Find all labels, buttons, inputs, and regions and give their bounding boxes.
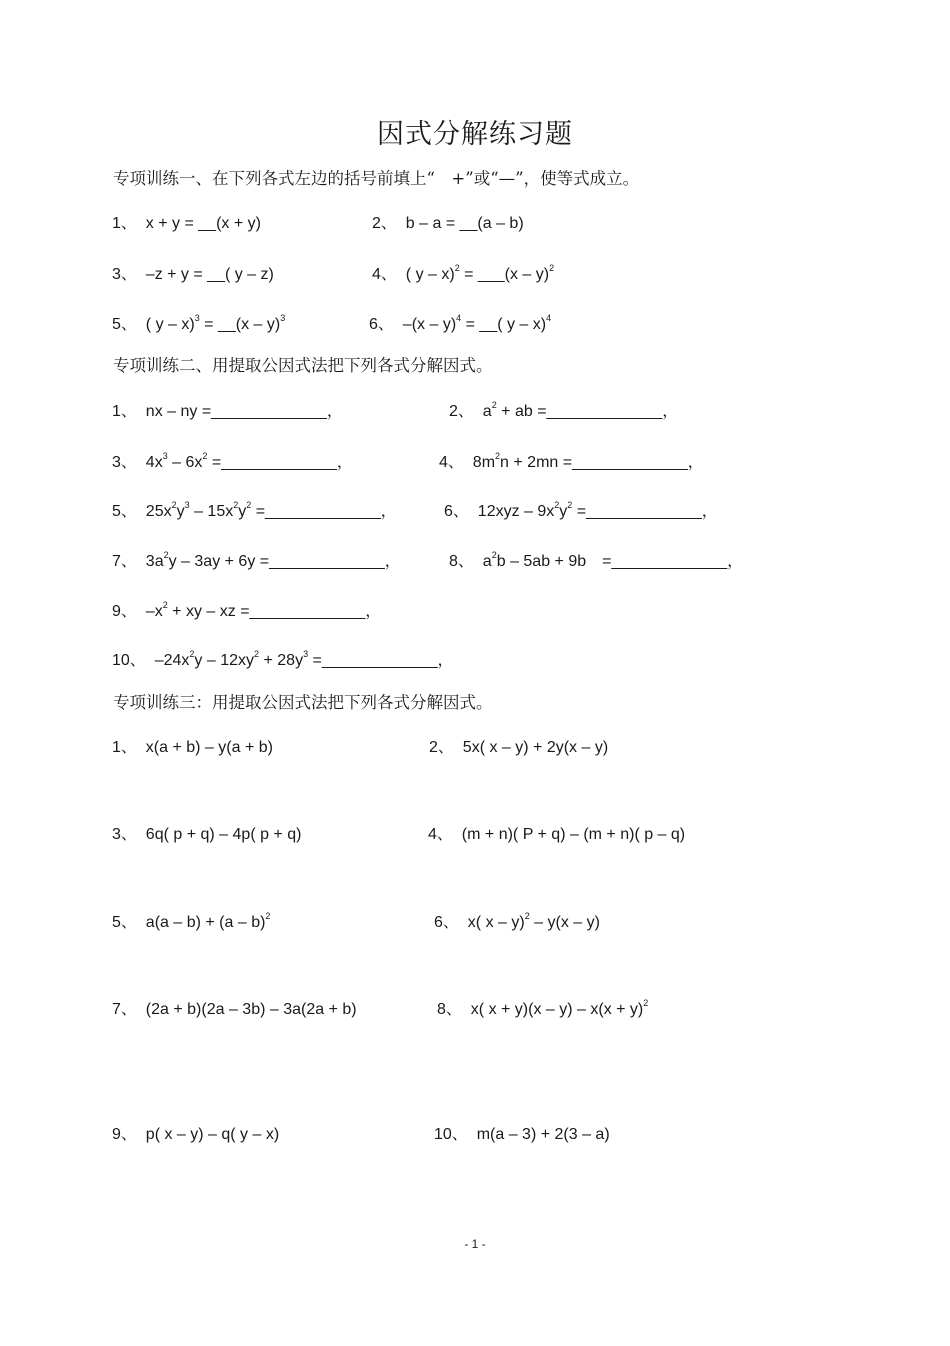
s1-problem-5: 5、 ( y – x)$^3$ = __(x – y)$^3$ xyxy=(112,312,286,333)
s2-problem-2: 2、 $a^2$ + ab =_____________， xyxy=(449,399,679,420)
s1-problem-2: 2、 b – a = __(a – b) xyxy=(372,215,524,232)
s2-problem-4: 4、 $8m^2n + 2mn$ =_____________， xyxy=(439,450,704,471)
s2-problem-1: 1、 nx – ny =_____________， xyxy=(112,403,343,420)
s1-problem-1: 1、 x + y = __(x + y) xyxy=(112,215,261,232)
s3-problem-8: 8、 x( $x + y)(x - y) - x(x + y)^2$ xyxy=(437,997,649,1018)
s1-problem-4: 4、 ( y – x)$^2$ = ___(x – y)$^2$ xyxy=(372,262,555,283)
page-title: 因式分解练习题 xyxy=(377,119,573,150)
section-2-heading: 专项训练二、用提取公因式法把下列各式分解因式。 xyxy=(113,356,493,375)
s3-problem-10: 10、 m(a – 3) + 2(3 – a) xyxy=(434,1126,610,1143)
s3-problem-2: 2、 5x( x – y) + 2y(x – y) xyxy=(429,739,609,756)
s3-problem-1: 1、 x(a + b) – y(a + b) xyxy=(112,739,273,756)
section-3-heading: 专项训练三：用提取公因式法把下列各式分解因式。 xyxy=(113,693,493,712)
s3-problem-5: 5、 a(a – b) + (a – b)$^2$ xyxy=(112,910,271,931)
s1-problem-3: 3、 –z + y = __( y – z) xyxy=(112,266,274,283)
s3-problem-3: 3、 6q( p + q) – 4p( p + q) xyxy=(112,826,302,843)
s3-problem-4: 4、 (m + n)( P + q) – (m + n)( p – q) xyxy=(428,826,686,843)
s2-problem-8: 8、 $a^2b - 5ab + 9b$ =_____________， xyxy=(449,549,744,570)
s3-problem-9: 9、 p( x – y) – q( y – x) xyxy=(112,1126,280,1143)
s3-problem-6: 6、 x( x – y)$^2$ – y(x – y) xyxy=(434,910,600,931)
s2-problem-5: 5、 $25x^2y^3 - 15x^2y^2$ =_____________， xyxy=(112,499,397,520)
s1-problem-6: 6、 –(x – y)$^4$ = __( y – x)$^4$ xyxy=(369,312,552,333)
section-1-heading: 专项训练一、在下列各式左边的括号前填上“ +”或“—”，使等式成立。 xyxy=(113,169,640,188)
s2-problem-3: 3、 $4x^3 - 6x^2$ =_____________， xyxy=(112,450,353,471)
s2-problem-10: 10、 $-24x^2y - 12xy^2 + 28y^3$ =_____________， xyxy=(112,648,454,669)
s3-problem-7: 7、 (2a + b)(2a – 3b) – 3a(2a + b) xyxy=(112,1001,357,1018)
page-number: - 1 - xyxy=(464,1237,486,1251)
s2-problem-9: 9、 $-x^2$ + xy – xz =_____________， xyxy=(112,599,382,620)
s2-problem-7: 7、 $3a^2y - 3ay + 6y$ =_____________， xyxy=(112,549,401,570)
s2-problem-6: 6、 $12xyz - 9x^2y^2$ =_____________， xyxy=(444,499,718,520)
